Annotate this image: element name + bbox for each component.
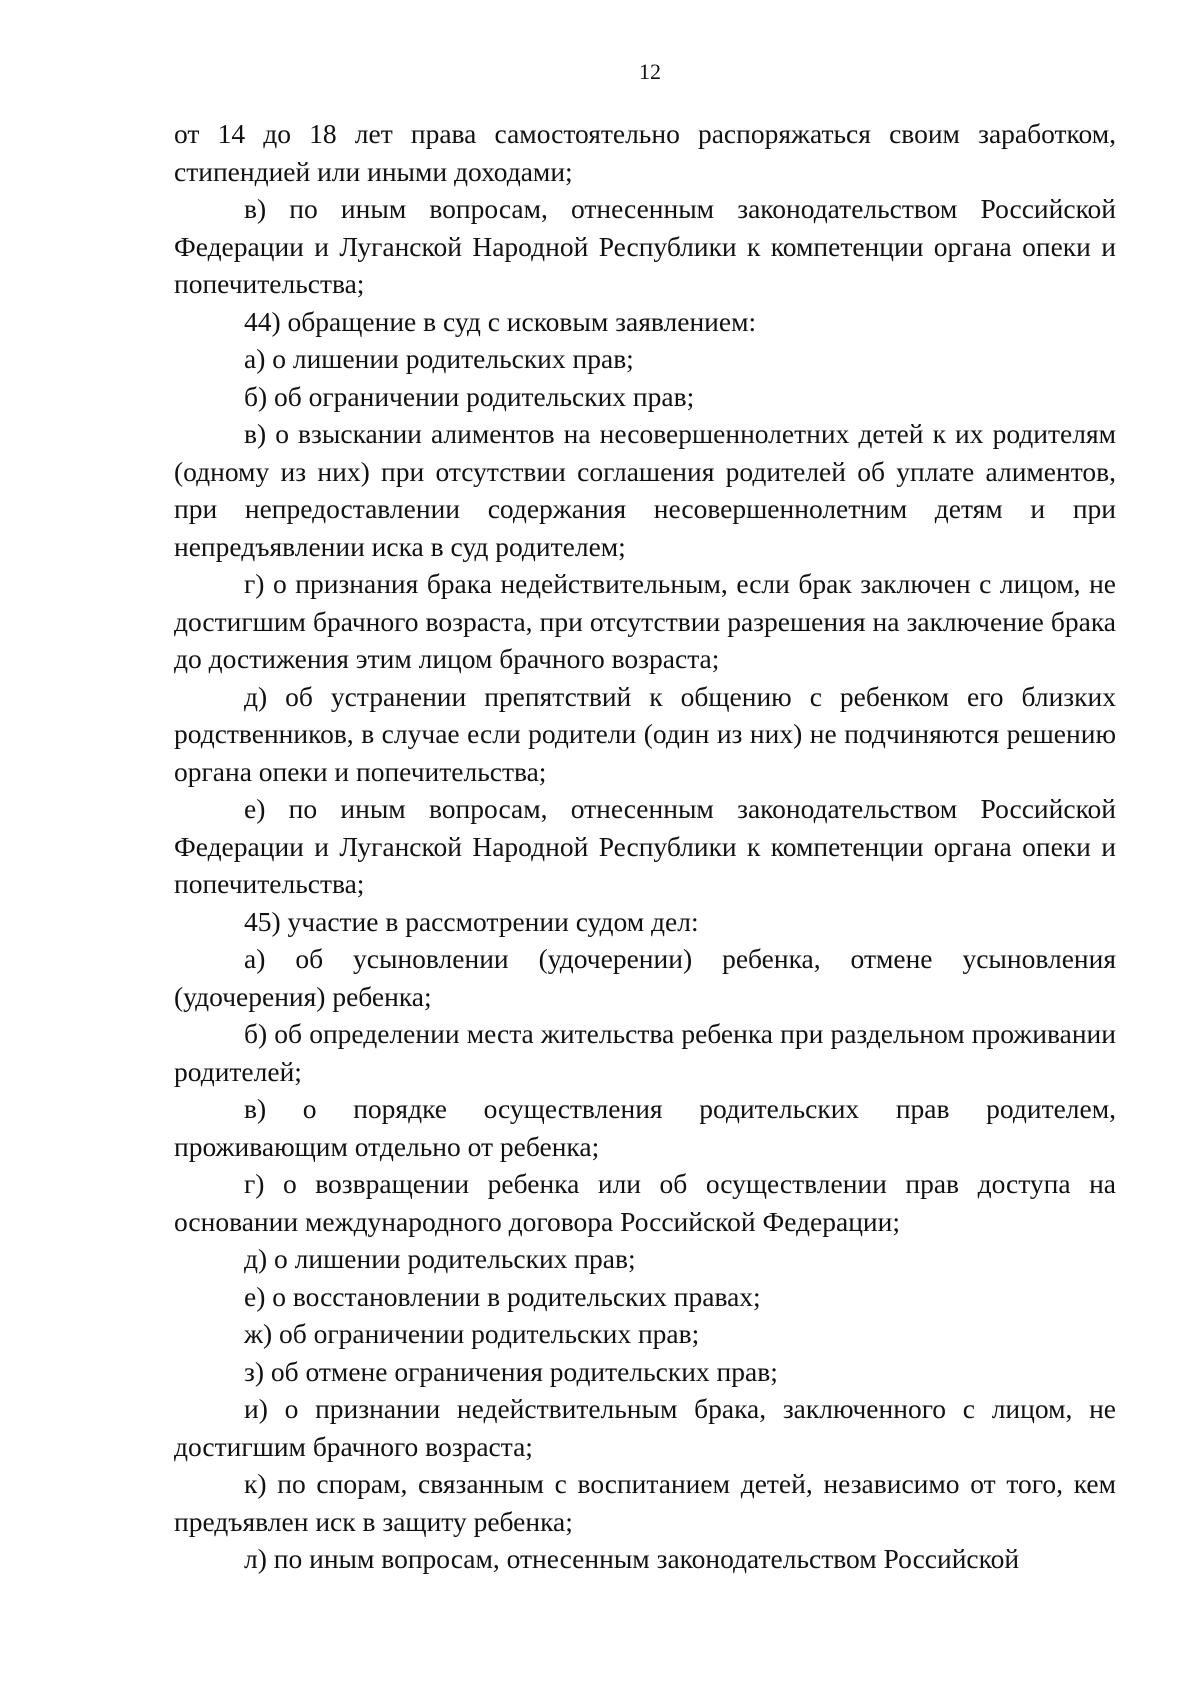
paragraph: от 14 до 18 лет права самостоятельно распоряжаться своим заработком, стипендией или иными доходами; [174,118,1116,187]
paragraph: з) об отмене ограничения родительских прав; [244,1355,778,1387]
paragraph: в) о взыскании алиментов на несовершеннолетних детей к их родителям (одному из них) при отсутствии соглашения родителей об уплате алиментов, при непредоставлении содержания несовершеннолетним детям и при непредъявлении иска в суд родителем; [174,418,1116,562]
document-body [174,115,1116,1578]
paragraph: л) по иным вопросам, отнесенным законодательством Российской [244,1543,1020,1574]
paragraph: г) о признания брака недействительным, если брак заключен с лицом, не достигшим брачного возраста, при отсутствии разрешения на заключение брака до достижения этим лицом брачного возраста; [174,568,1116,674]
page-number: 12 [639,59,661,84]
paragraph: е) о восстановлении в родительских правах; [244,1280,761,1312]
paragraph: и) о признании недействительным брака, заключенного с лицом, не достигшим брачного возраста; [174,1393,1116,1462]
paragraph: д) об устранении препятствий к общению с ребенком его близких родственников, в случае если родители (один из них) не подчиняются решению органа опеки и попечительства; [174,680,1116,787]
paragraph: 44) обращение в суд с исковым заявлением: [244,305,757,337]
paragraph: к) по спорам, связанным с воспитанием детей, независимо от того, кем предъявлен иск в защиту ребенка; [174,1468,1116,1537]
paragraph: е) по иным вопросам, отнесенным законодательством Российской Федерации и Луганской Народной Республики к компетенции органа опеки и попечительства; [174,793,1116,899]
paragraph: ж) об ограничении родительских прав; [244,1318,700,1349]
paragraph: д) о лишении родительских прав; [244,1243,636,1274]
paragraph: б) об ограничении родительских прав; [244,380,695,412]
paragraph: б) об определении места жительства ребенка при раздельном проживании родителей; [174,1018,1116,1087]
paragraph: г) о возвращении ребенка или об осуществлении прав доступа на основании международного договора Российской Федерации; [174,1168,1116,1237]
paragraph: а) об усыновлении (удочерении) ребенка, отмене усыновления (удочерения) ребенка; [174,943,1116,1012]
paragraph: в) по иным вопросам, отнесенным законодательством Российской Федерации и Луганской Народной Республики к компетенции органа опеки и попечительства; [174,193,1116,299]
paragraph: 45) участие в рассмотрении судом дел: [244,905,699,937]
paragraph: а) о лишении родительских прав; [244,343,634,374]
paragraph: в) о порядке осуществления родительских прав родителем, проживающим отдельно от ребенка; [174,1093,1116,1162]
